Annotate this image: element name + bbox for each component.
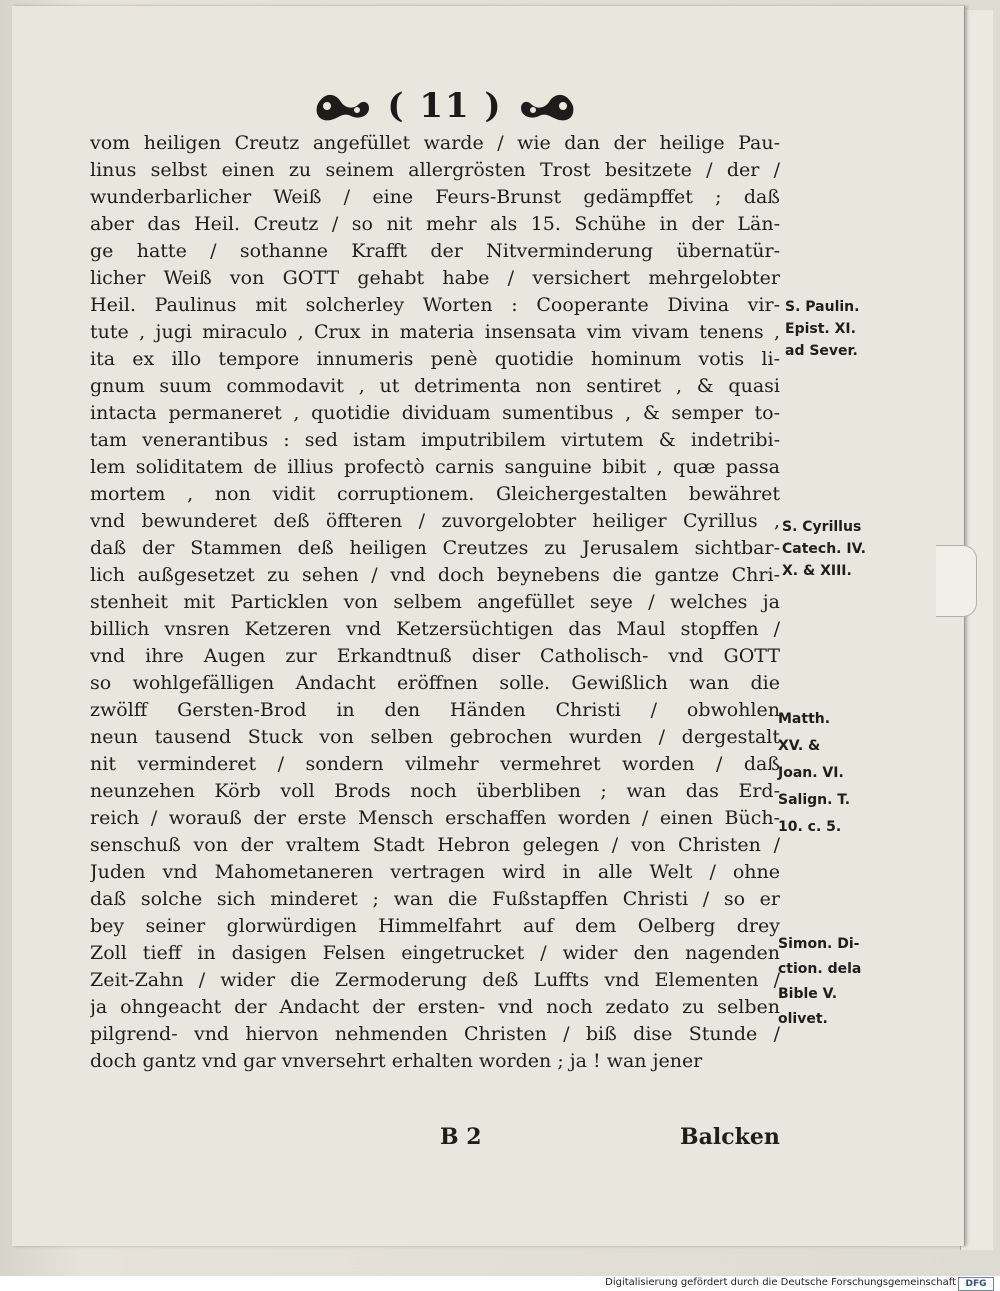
catchword: Balcken — [680, 1124, 780, 1150]
text-line: billich vnsren Ketzeren vnd Ketzersüchtigen das Maul stopffen / — [90, 618, 780, 640]
text-line: Zeit-Zahn / wider die Zermoderung deß Luffts vnd Elementen / — [90, 969, 780, 991]
text-line: neunzehen Körb voll Brods noch überbliben ; wan das Erd- — [90, 780, 780, 802]
text-line: so wohlgefälligen Andacht eröffnen solle. Gewißlich wan die — [90, 672, 780, 694]
text-line: intacta permaneret , quotidie dividuam sumentibus , & semper to- — [90, 402, 780, 424]
margin-note-cyrillus — [782, 516, 866, 582]
dfg-logo: DFG — [958, 1277, 994, 1291]
margin-note-line: S. Paulin. — [785, 299, 860, 315]
text-line: vnd bewunderet deß öffteren / zuvorgelobter heiliger Cyrillus , — [90, 510, 780, 532]
text-line: reich / worauß der erste Mensch erschaffen worden / einen Büch- — [90, 807, 780, 829]
text-line: daß der Stammen deß heiligen Creutzes zu Jerusalem sichtbar- — [90, 537, 780, 559]
text-line: zwölff Gersten-Brod in den Händen Christi / obwohlen — [90, 699, 780, 721]
text-line: ge hatte / sothanne Krafft der Nitverminderung übernatür- — [90, 240, 780, 262]
bleed-through-text — [800, 150, 870, 210]
margin-note-line: Matth. — [778, 711, 831, 727]
text-line: aber das Heil. Creutz / so nit mehr als 15. Schühe in der Län- — [90, 213, 780, 235]
text-line: bey seiner glorwürdigen Himmelfahrt auf dem Oelberg drey — [90, 915, 780, 937]
margin-note-line: Salign. T. — [778, 792, 851, 808]
main-text-block — [90, 130, 780, 1075]
margin-note-matth — [778, 706, 850, 841]
text-line: stenheit mit Particklen von selbem angefüllet seye / welches ja — [90, 591, 780, 613]
text-line: wunderbarlicher Weiß / eine Feurs-Brunst gedämpffet ; daß — [90, 186, 780, 208]
margin-note-line: XV. & — [778, 738, 821, 754]
margin-note-line: X. & XIII. — [782, 563, 852, 579]
text-line: ita ex illo tempore innumeris penè quotidie hominum votis li- — [90, 348, 780, 370]
margin-note-line: ction. dela — [778, 961, 862, 977]
margin-note-line: ad Sever. — [785, 343, 858, 359]
text-line: vom heiligen Creutz angefüllet warde / wie dan der heilige Pau- — [90, 132, 780, 154]
text-line: tute , jugi miraculo , Crux in materia insensata vim vivam tenens , — [90, 321, 780, 343]
margin-note-line: olivet. — [778, 1011, 828, 1027]
text-line: lem soliditatem de illius profectò carnis sanguine bibit , quæ passa — [90, 456, 780, 478]
margin-note-paulinus — [785, 296, 859, 362]
text-line: lich außgesetzet zu sehen / vnd doch beynebens die gantze Chri- — [90, 564, 780, 586]
digitization-credit: Digitalisierung gefördert durch die Deutsche Forschungsgemeinschaft — [605, 1277, 956, 1288]
text-line: pilgrend- vnd hiervon nehmenden Christen / biß dise Stunde / — [90, 1023, 780, 1045]
page-number: ( 11 ) — [387, 86, 503, 126]
margin-note-line: Catech. IV. — [782, 541, 866, 557]
text-line: vnd ihre Augen zur Erkandtnuß diser Catholisch- vnd GOTT — [90, 645, 780, 667]
text-line: licher Weiß von GOTT gehabt habe / versichert mehrgelobter — [90, 267, 780, 289]
margin-note-line: S. Cyrillus — [782, 519, 862, 535]
page-tab-marker — [936, 545, 977, 617]
signature-mark: B 2 — [440, 1124, 482, 1150]
margin-note-line: Simon. Di- — [778, 936, 860, 952]
text-line: neun tausend Stuck von selben gebrochen wurden / dergestalt — [90, 726, 780, 748]
margin-note-line: Joan. VI. — [778, 765, 844, 781]
margin-note-line: 10. c. 5. — [778, 819, 842, 835]
page-header — [300, 84, 590, 128]
text-line: tam venerantibus : sed istam imputribilem virtutem & indetribi- — [90, 429, 780, 451]
text-line: nit verminderet / sondern vilmehr vermehret worden / daß — [90, 753, 780, 775]
left-ornament-icon — [313, 88, 373, 124]
text-line: doch gantz vnd gar vnversehrt erhalten worden ; ja ! wan jener — [90, 1050, 703, 1072]
text-line: Zoll tieff in dasigen Felsen eingetrucket / wider den nagenden — [90, 942, 780, 964]
margin-note-line: Bible V. — [778, 986, 838, 1002]
margin-note-line: Epist. XI. — [785, 321, 856, 337]
text-line: senschuß von der vraltem Stadt Hebron gelegen / von Christen / — [90, 834, 780, 856]
right-ornament-icon — [517, 88, 577, 124]
text-line: Juden vnd Mahometaneren vertragen wird in alle Welt / ohne — [90, 861, 780, 883]
margin-note-simon — [778, 932, 861, 1032]
text-line: gnum suum commodavit , ut detrimenta non sentiret , & quasi — [90, 375, 780, 397]
text-line: Heil. Paulinus mit solcherley Worten : Cooperante Divina vir- — [90, 294, 780, 316]
text-line: mortem , non vidit corruptionem. Gleichergestalten bewähret — [90, 483, 780, 505]
text-line: linus selbst einen zu seinem allergrösten Trost besitzete / der / — [90, 159, 780, 181]
text-line: daß solche sich minderet ; wan die Fußstapffen Christi / so er — [90, 888, 780, 910]
text-line: ja ohngeacht der Andacht der ersten- vnd noch zedato zu selben — [90, 996, 780, 1018]
